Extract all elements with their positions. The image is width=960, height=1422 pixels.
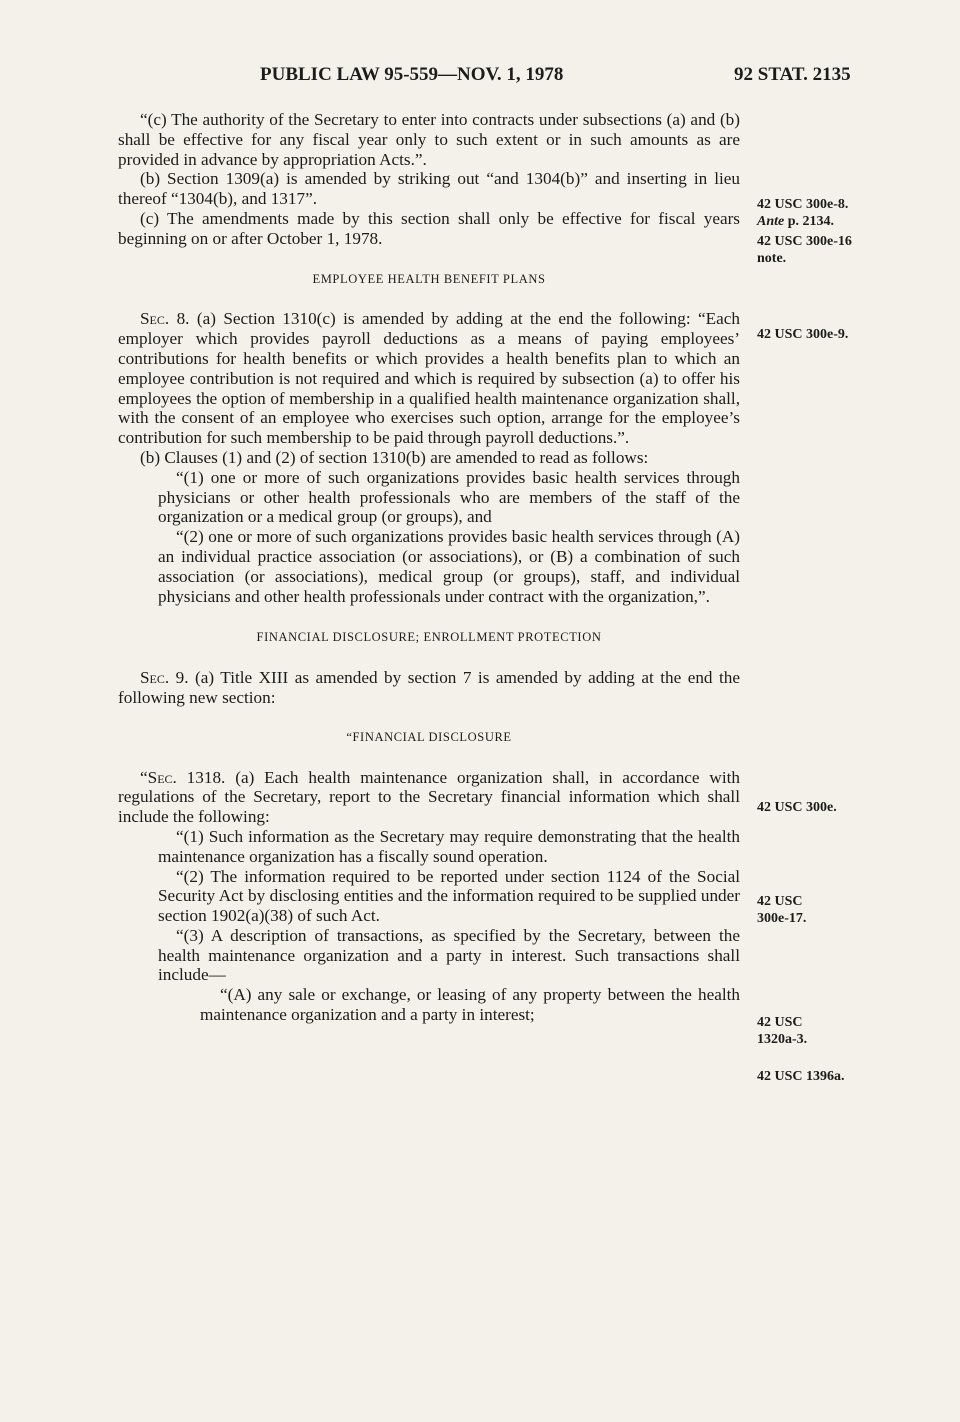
margin-note-line: 42 USC: [757, 894, 803, 909]
margin-note-300e: 42 USC 300e.: [757, 800, 837, 815]
item-1: “(1) Such information as the Secretary may require demonstrating that the health maintenance organization has a fiscally sound operation.: [158, 826, 740, 866]
margin-note-1396a: 42 USC 1396a.: [757, 1069, 845, 1084]
margin-note-line: 1320a-3.: [757, 1032, 808, 1047]
section-8-text: (a) Section 1310(c) is amended by adding at the end the following: “Each employer which provides payroll deductions as a means of paying employees’ contributions for health benefits or which provides a health benefits plan to which an employee contribution is not required and which is required by subsection (a) to offer his employees the option of membership in a qualified health maintenance organization shall, with the consent of an employee who exercises such option, arrange for the employee’s contribution for such membership to be paid through payroll deductions.”.: [118, 309, 740, 448]
paragraph-b-clauses: (b) Clauses (1) and (2) of section 1310(b) are amended to read as follows:: [140, 447, 649, 467]
statute-page-number: 92 STAT. 2135: [734, 64, 851, 85]
paragraph-c-authority: “(c) The authority of the Secretary to enter into contracts under subsections (a) and (b) shall be effective for any fiscal year only to such extent or in such amounts as are provided in advance by appropriation Acts.”.: [118, 110, 740, 169]
margin-note-300e-8: [757, 196, 848, 230]
margin-note-300e-17: [757, 893, 806, 927]
section-heading-financial-disclosure: FINANCIAL DISCLOSURE; ENROLLMENT PROTECTION: [256, 630, 602, 645]
clause-1: “(1) one or more of such organizations provides basic health services through physicians or other health professionals who are members of the staff of the organization or a medical group (or groups), and: [158, 467, 740, 527]
margin-note-line: 42 USC: [757, 1015, 803, 1030]
section-1318-label: “Sec. 1318.: [140, 767, 226, 787]
section-8-label: Sec. 8.: [140, 309, 190, 329]
section-9-label: Sec. 9.: [140, 668, 189, 688]
margin-note-line: 42 USC 300e-8.: [757, 197, 849, 212]
margin-note-line: 300e-17.: [757, 911, 807, 926]
margin-note-line: 42 USC 300e-16: [757, 234, 852, 249]
section-9-text: (a) Title XIII as amended by section 7 is amended by adding at the end the following new section:: [118, 668, 740, 707]
margin-note-text: p. 2134.: [784, 214, 835, 229]
body-text: [118, 110, 740, 1025]
margin-note-italic: Ante: [757, 214, 785, 229]
section-8-paragraph: [118, 309, 740, 448]
paragraph-b-section-1309: (b) Section 1309(a) is amended by striking out “and 1304(b)” and inserting in lieu thereof “1304(b), and 1317”.: [118, 169, 740, 209]
paragraph-c-amendments: (c) The amendments made by this section shall only be effective for fiscal years beginning on or after October 1, 1978.: [118, 208, 740, 248]
subsection-heading-financial-disclosure: “FINANCIAL DISCLOSURE: [346, 729, 512, 744]
item-3: “(3) A description of transactions, as specified by the Secretary, between the health maintenance organization and a party in interest. Such transactions shall include—: [158, 925, 740, 985]
margin-note-line: note.: [757, 251, 787, 266]
margin-note-line: [757, 213, 848, 230]
margin-note-1320a-3: [757, 1014, 807, 1048]
margin-note-300e-16: [757, 233, 852, 267]
item-A: “(A) any sale or exchange, or leasing of any property between the health maintenance organization and a party in interest;: [200, 985, 740, 1025]
margin-note-300e-9: 42 USC 300e-9.: [757, 327, 849, 342]
section-9-paragraph: [118, 668, 740, 708]
clause-2: “(2) one or more of such organizations provides basic health services through (A) an individual practice association (or associations), or (B) a combination of such association (or associations), medical group (or groups), staff, and individual physicians and other health professionals under contract with the organization,”.: [158, 527, 740, 606]
section-heading-employee-health: EMPLOYEE HEALTH BENEFIT PLANS: [312, 271, 546, 286]
section-1318-text: (a) Each health maintenance organization shall, in accordance with regulations of the Secretary, report to the Secretary financial information which shall include the following:: [118, 767, 740, 827]
section-1318-paragraph: [118, 768, 740, 827]
item-2: “(2) The information required to be reported under section 1124 of the Social Security Act by disclosing entities and the information required to be supplied under section 1902(a)(38) of such Act.: [158, 866, 740, 926]
running-header-title: PUBLIC LAW 95-559—NOV. 1, 1978: [260, 64, 564, 85]
